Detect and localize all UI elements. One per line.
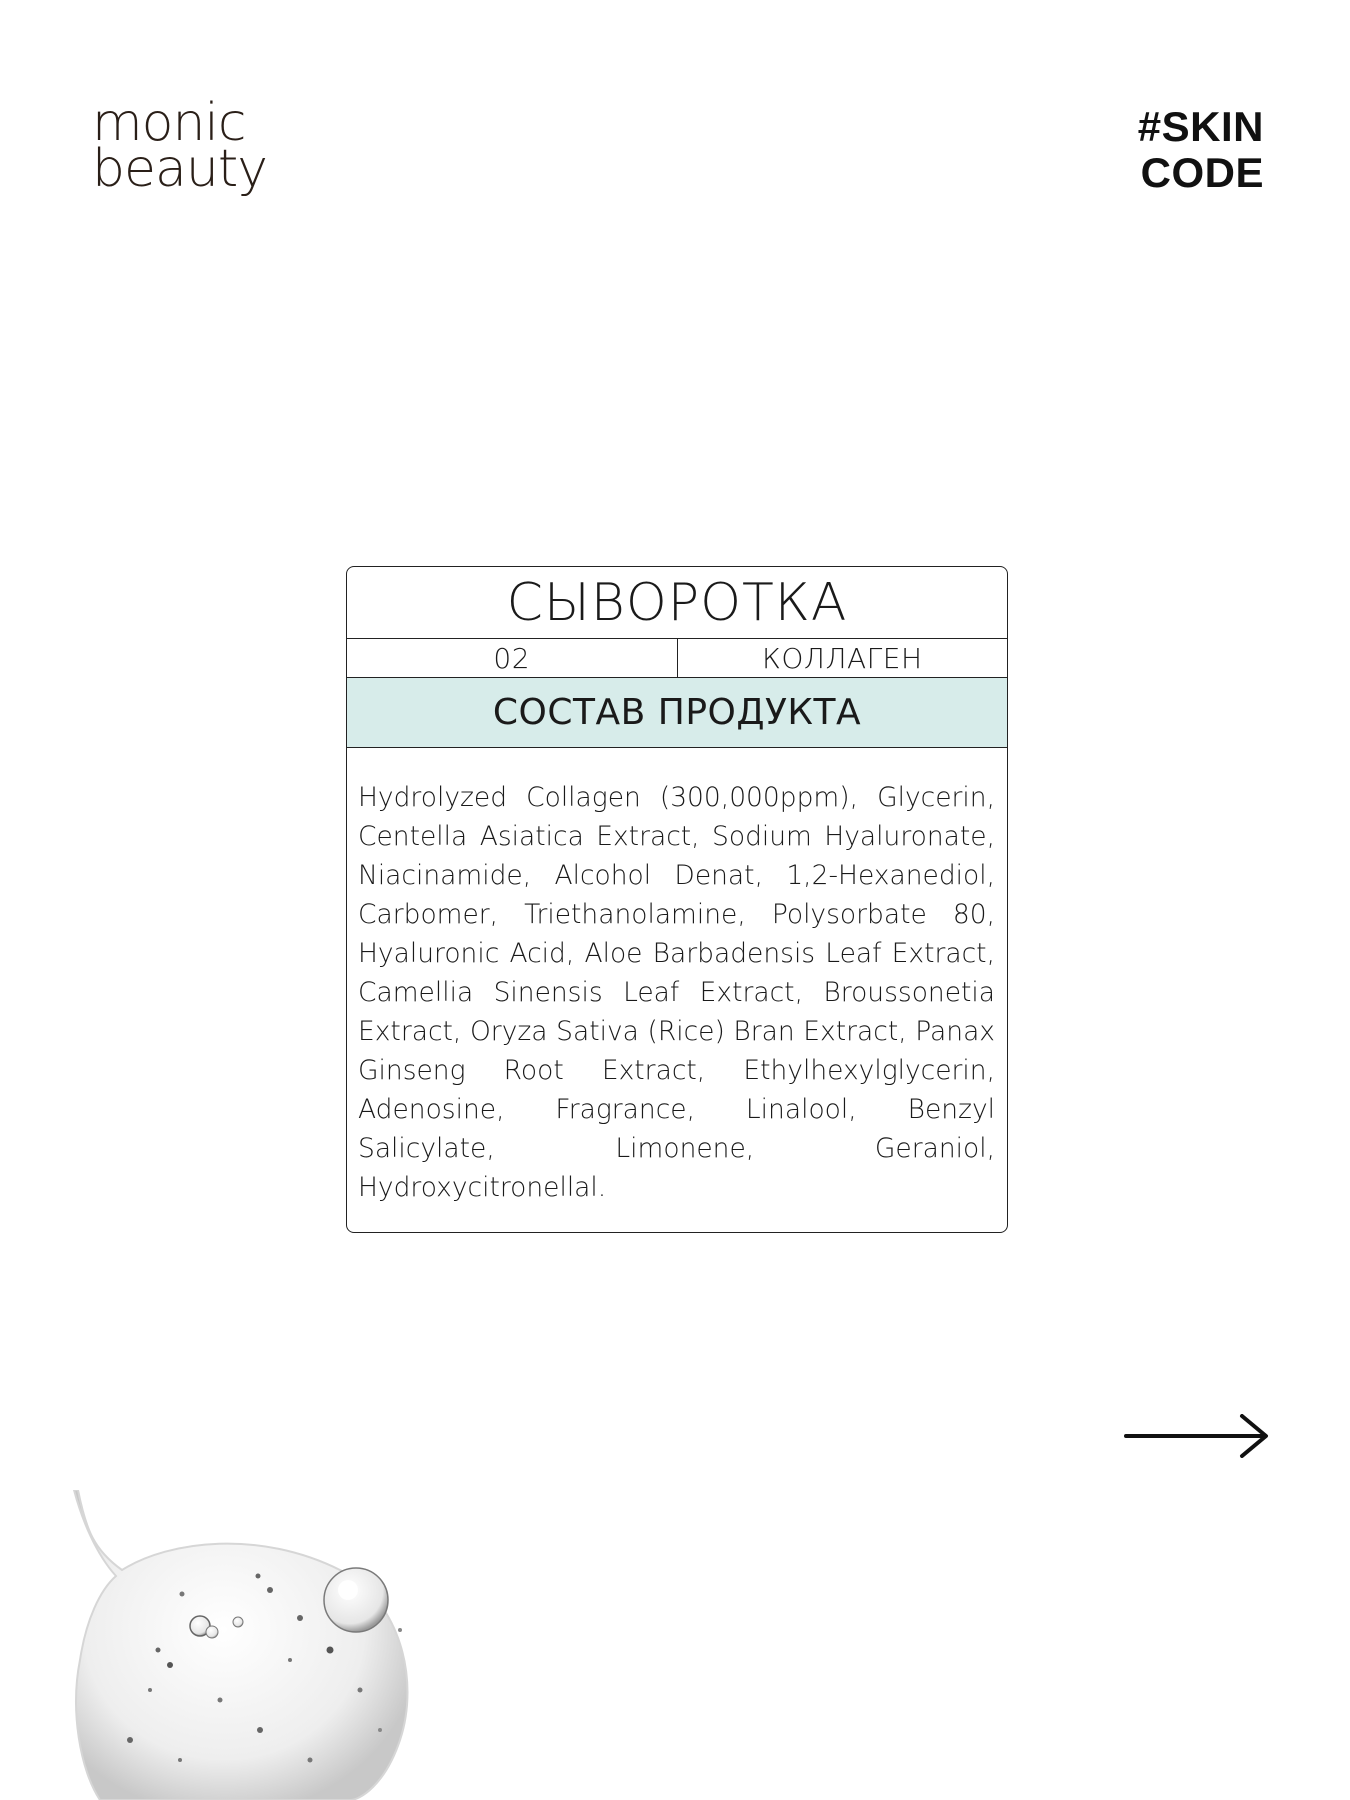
serum-drop-image [60, 1490, 460, 1800]
product-meta-row [347, 639, 1007, 678]
tag-line-1: #SKIN [1137, 103, 1264, 150]
arrow-right-icon[interactable] [1124, 1414, 1270, 1458]
brand-logo [92, 93, 267, 199]
product-number: 02 [493, 641, 531, 675]
ingredients-text: Hydrolyzed Collagen (300,000ppm), Glycerin, Centella Asiatica Extract, Sodium Hyaluronate, Niacinamide, Alcohol Denat, 1,2-Hexanediol, Carbomer, Triethanolamine, Polysorbate 80, Hyaluronic Acid, Aloe Barbadensis Leaf Extract, Camellia Sinensis Leaf Extract, Broussonetia Extract, Oryza Sativa (Rice) Bran Extract, Panax Ginseng Root Extract, Ethylhexylglycerin, Adenosine, Fragrance, Linalool, Benzyl Salicylate, Limonene, Geraniol, Hydroxycitronellal. [358, 782, 995, 1203]
logo-line-2: beauty [92, 139, 267, 199]
logo-line-1: monic [92, 93, 246, 153]
skin-code-tag [1138, 104, 1264, 196]
product-composition-card [346, 566, 1008, 1233]
product-title: СЫВОРОТКА [347, 567, 1007, 639]
tag-line-2: CODE [1140, 149, 1264, 196]
section-title: СОСТАВ ПРОДУКТА [347, 678, 1007, 748]
product-subtitle: КОЛЛАГЕН [677, 639, 1008, 677]
